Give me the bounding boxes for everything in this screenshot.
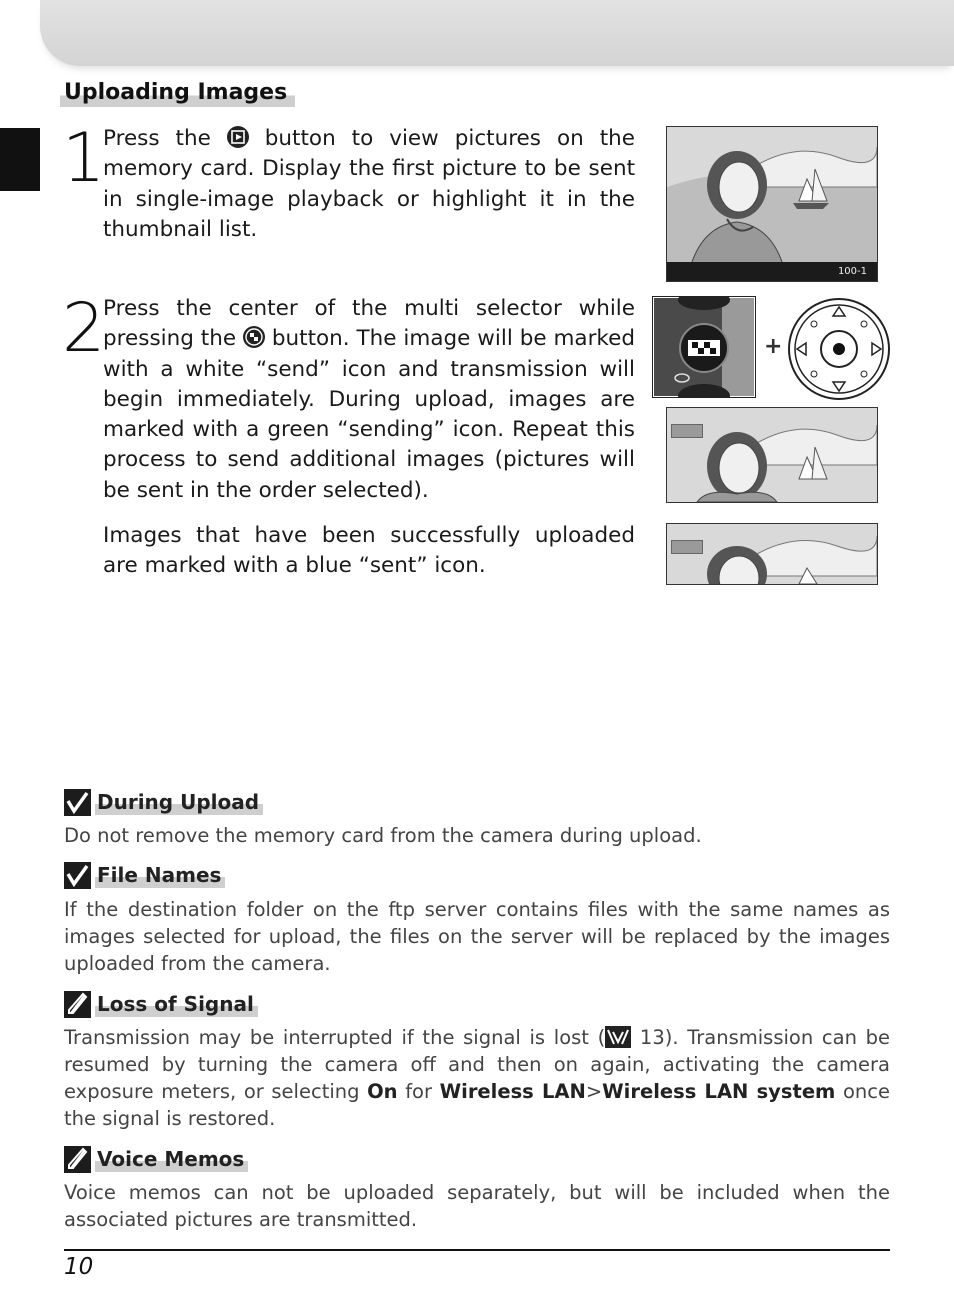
- sent-photo: [666, 523, 878, 585]
- header-band: [40, 0, 954, 66]
- note-body-loss-of-signal: [64, 1024, 890, 1132]
- step-number-2: 2: [62, 289, 106, 368]
- footer-rule: [64, 1249, 890, 1251]
- playback-photo-1: [666, 126, 878, 282]
- note-body-file-names: If the destination folder on the ftp server contains files with the same names as images selected for upload, the files on the server will be replaced by the images uploaded from the camera.: [64, 898, 890, 975]
- step-2-text-a: Press the center of the multi selector while pressing the: [103, 296, 635, 352]
- plus-sign: +: [764, 334, 783, 359]
- step-number-1: 1: [62, 119, 106, 198]
- note-title-file-names: File Names: [95, 862, 225, 888]
- loss-bold-on: On: [367, 1080, 398, 1103]
- section-title: Uploading Images: [60, 78, 295, 107]
- pencil-icon: [64, 991, 91, 1018]
- multi-selector-diagram: [787, 297, 891, 401]
- loss-bold-wireless-lan-system: Wireless LAN system: [602, 1080, 836, 1103]
- loss-text-2: 13). Transmission can be resumed by turning the camera off and then on again, activating the camera exposure meters, or selecting: [64, 1026, 890, 1103]
- loss-text-4: once the signal is restored.: [64, 1080, 890, 1130]
- step-2-extra: Images that have been successfully uploaded are marked with a blue “sent” icon.: [103, 523, 635, 579]
- transfer-button-icon: [243, 326, 265, 348]
- page-number: 10: [64, 1254, 94, 1280]
- check-icon: [64, 789, 91, 816]
- frame-counter: 100-1: [667, 262, 877, 281]
- step-1-text: [103, 124, 635, 245]
- check-icon: [64, 862, 91, 889]
- loss-text-3: for: [397, 1080, 440, 1103]
- page-reference-icon: [605, 1026, 631, 1048]
- note-body-during-upload: Do not remove the memory card from the camera during upload.: [64, 824, 702, 847]
- playback-button-icon: [227, 126, 249, 148]
- sending-status-icon: [671, 424, 703, 438]
- pencil-icon: [64, 1146, 91, 1173]
- chapter-tab: [0, 128, 40, 191]
- loss-text-1: Transmission may be interrupted if the signal is lost (: [64, 1026, 606, 1049]
- step-2-text-b: button. The image will be marked with a white “send” icon and transmission will begin immediately. During upload, images are marked with a green “sending” icon. Repeat this process to send additional images (pictures will be sent in the order selected).: [103, 326, 635, 503]
- note-title-loss-of-signal: Loss of Signal: [95, 991, 258, 1017]
- note-title-voice-memos: Voice Memos: [95, 1146, 248, 1172]
- note-title-during-upload: During Upload: [95, 789, 263, 815]
- loss-separator: >: [585, 1080, 603, 1103]
- camera-transfer-button-panel: [652, 296, 756, 398]
- sent-status-icon: [671, 540, 703, 554]
- step-1-text-a: Press the: [103, 126, 227, 151]
- sending-photo: [666, 407, 878, 503]
- step-1-text-b: button to view pictures on the memory card. Display the first picture to be sent in single-image playback or highlight it in the thumbnail list.: [103, 126, 635, 242]
- note-body-voice-memos: Voice memos can not be uploaded separately, but will be included when the associated pictures are transmitted.: [64, 1181, 890, 1231]
- step-2-text: [103, 294, 635, 506]
- loss-bold-wireless-lan: Wireless LAN: [439, 1080, 586, 1103]
